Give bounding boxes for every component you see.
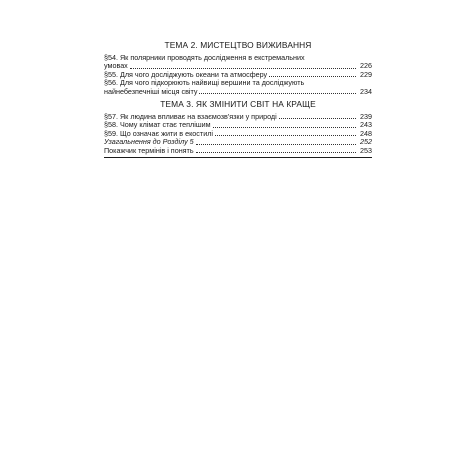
toc-entry-title: Узагальнення до Розділу 5: [104, 138, 194, 147]
toc-entry-56[interactable]: [104, 79, 372, 96]
table-of-contents: [104, 40, 372, 158]
toc-entry-page: 252: [360, 137, 372, 147]
toc-entry-page: 226: [360, 61, 372, 71]
toc-entry-59[interactable]: [104, 130, 372, 138]
dot-leader: [213, 127, 356, 128]
toc-entry-title-line2: найнебезпечніші місця світу: [104, 86, 198, 96]
dot-leader: [269, 76, 356, 77]
toc-entry-summary[interactable]: [104, 138, 372, 146]
toc-entry-page: 243: [360, 120, 372, 130]
toc-entry-title: Покажчик термінів і понять: [104, 145, 194, 155]
toc-entry-title: §59. Що означає жити в екостилі: [104, 128, 213, 138]
toc-entry-title-line1: §56. Для чого підкорюють найвищі вершини та досліджують: [104, 78, 305, 88]
topic-2-heading: ТЕМА 2. МИСТЕЦТВО ВИЖИВАННЯ: [164, 40, 312, 50]
toc-entry-page: 234: [360, 86, 372, 96]
toc-entry-title: §57. Як людина впливає на взаємозв'язки у природі: [104, 112, 277, 122]
dot-leader: [215, 135, 356, 136]
dot-leader: [196, 152, 356, 153]
toc-entry-54[interactable]: [104, 54, 372, 71]
dot-leader: [279, 118, 356, 119]
toc-entry-title-line2: умовах: [104, 61, 128, 71]
toc-entry-page: 253: [360, 145, 372, 155]
toc-entry-title: §58. Чому клімат стає теплішим: [104, 120, 211, 130]
dot-leader: [130, 68, 356, 69]
dot-leader: [199, 93, 356, 94]
toc-entry-title-line1: §54. Як полярники проводять дослідження в екстремальних: [104, 53, 305, 62]
toc-entry-index[interactable]: [104, 147, 372, 155]
bottom-rule: [104, 157, 372, 158]
toc-entry-title: §55. Для чого досліджують океани та атмосферу: [104, 69, 268, 79]
topic-3-heading: ТЕМА 3. ЯК ЗМІНИТИ СВІТ НА КРАЩЕ: [160, 99, 316, 110]
toc-entry-page: 229: [360, 69, 372, 79]
toc-entry-page: 239: [360, 112, 372, 122]
dot-leader: [196, 144, 356, 145]
toc-entry-page: 248: [360, 128, 372, 138]
